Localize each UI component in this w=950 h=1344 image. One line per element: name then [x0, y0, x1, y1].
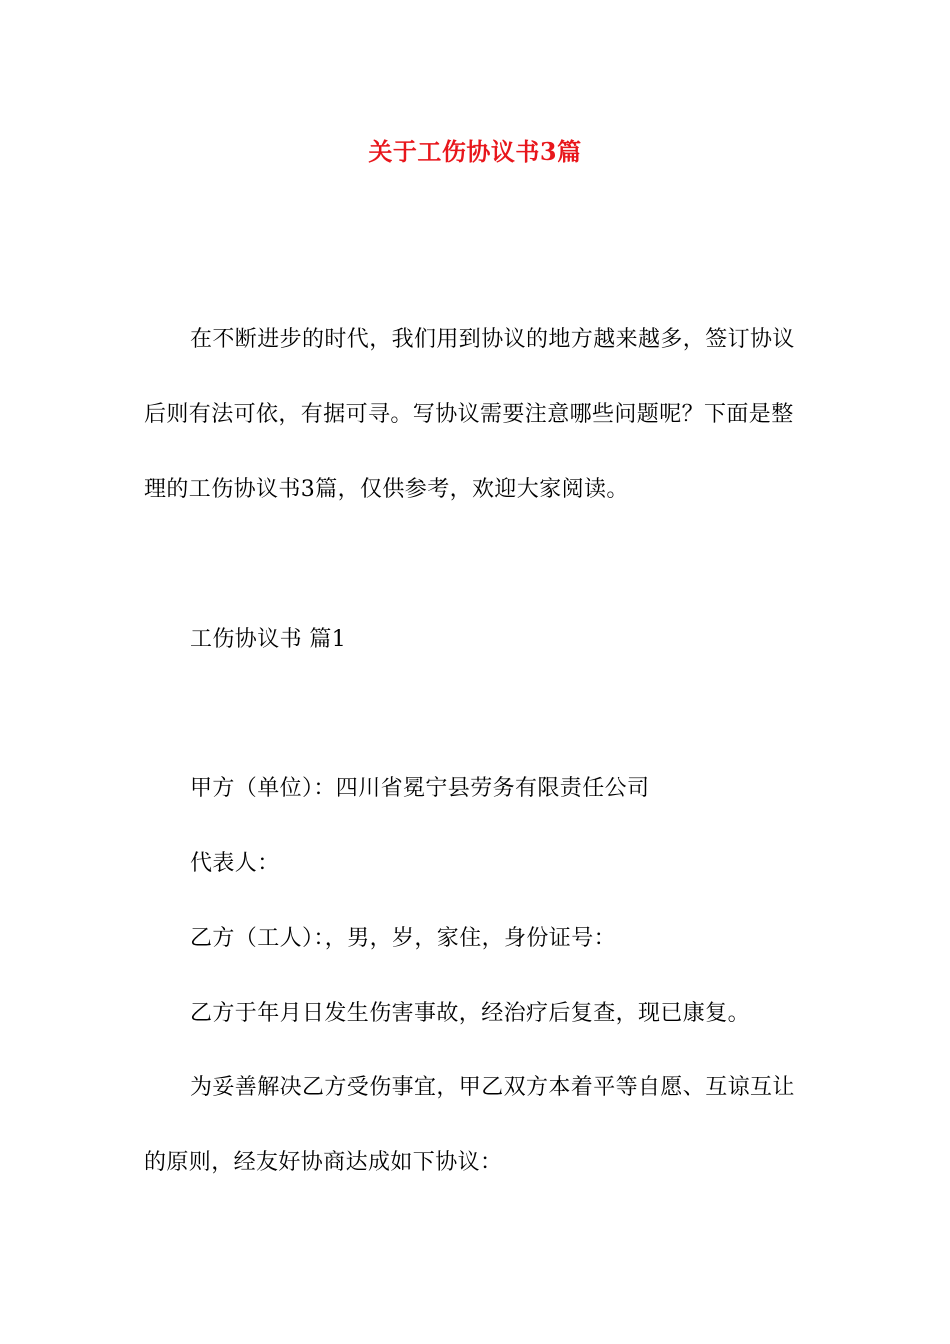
incident-line: 乙方于年月日发生伤害事故，经治疗后复查，现已康复。	[190, 1001, 751, 1026]
representative-line: 代表人：	[190, 851, 280, 876]
section-heading: 工伤协议书 篇1	[190, 627, 347, 652]
party-b-line: 乙方（工人）：，男，岁，家住，身份证号：	[190, 926, 617, 951]
purpose-line-1: 为妥善解决乙方受伤事宜，甲乙双方本着平等自愿、互谅互让	[190, 1075, 795, 1100]
intro-line-1: 在不断进步的时代，我们用到协议的地方越来越多，签订协议	[190, 327, 795, 352]
purpose-line-2: 的原则，经友好协商达成如下协议：	[144, 1150, 503, 1175]
intro-line-2: 后则有法可依，有据可寻。写协议需要注意哪些问题呢？下面是整	[144, 402, 794, 427]
intro-line-3: 理的工伤协议书3篇，仅供参考，欢迎大家阅读。	[144, 477, 629, 502]
party-a-line: 甲方（单位）：四川省冕宁县劳务有限责任公司	[190, 776, 650, 801]
document-title: 关于工伤协议书3篇	[368, 137, 582, 166]
